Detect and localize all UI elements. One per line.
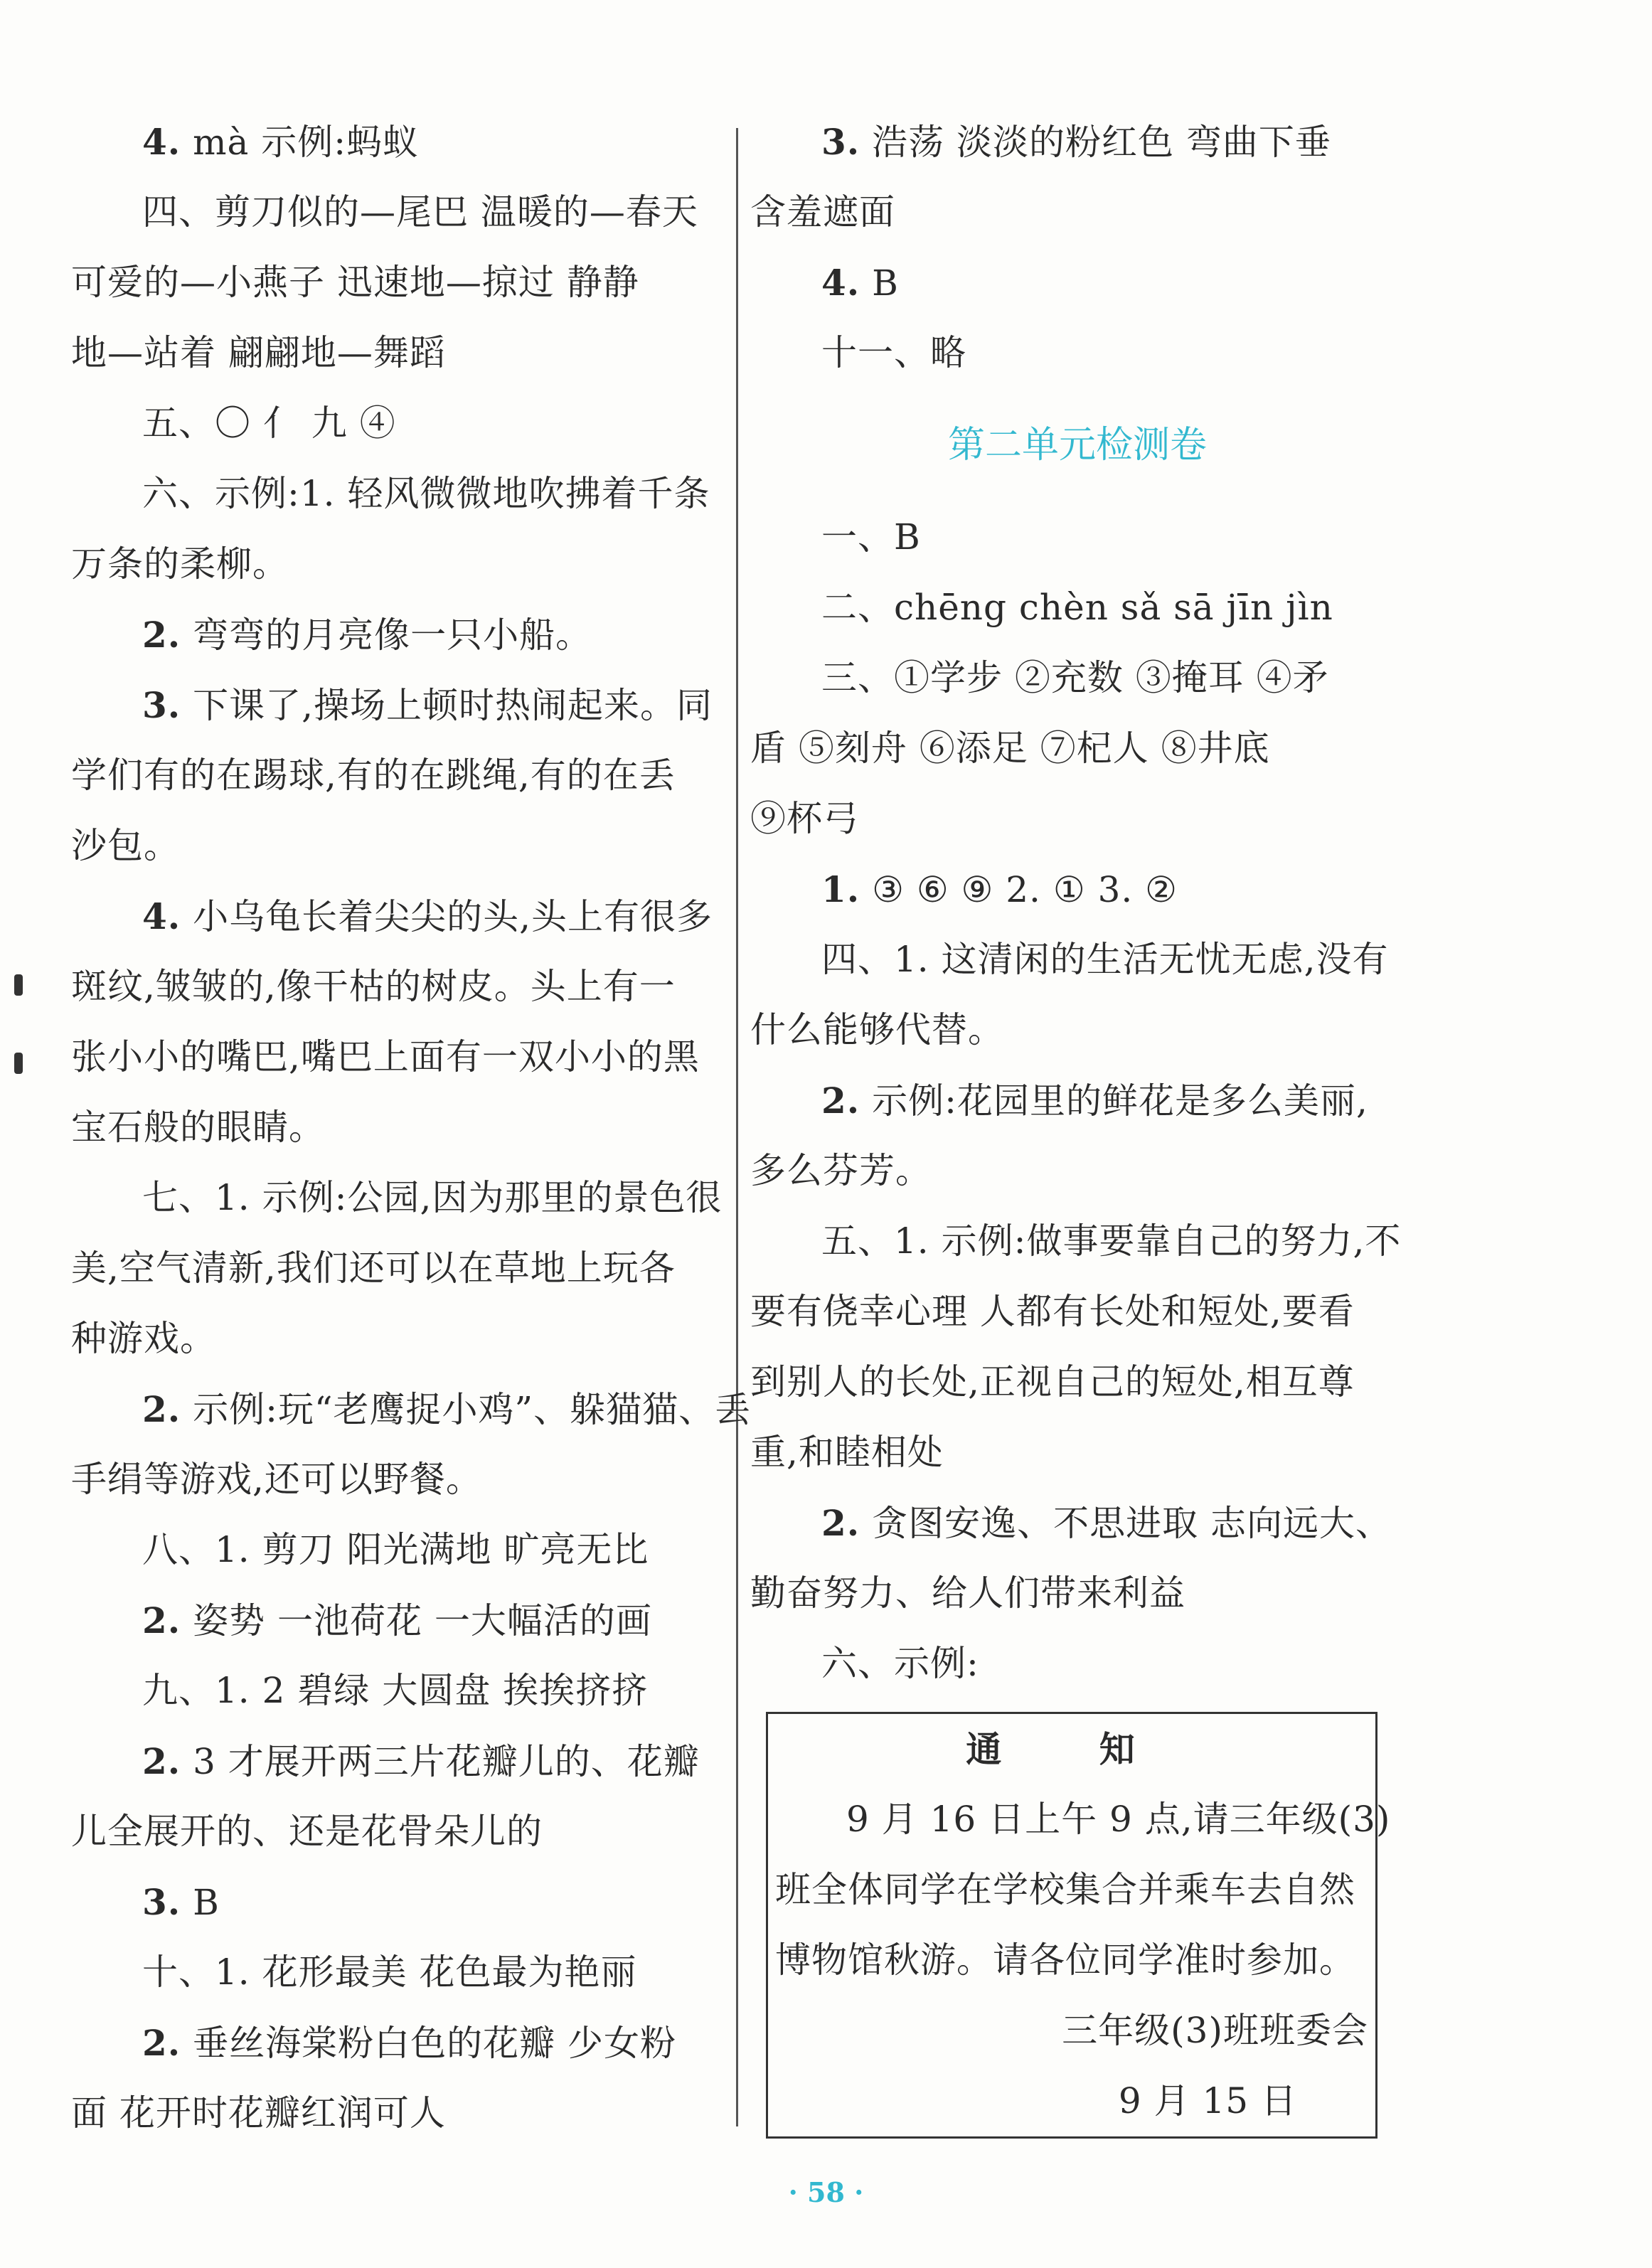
notice-box (766, 1712, 1391, 2139)
answer-text: 浩荡 淡淡的粉红色 弯曲下垂 (860, 122, 1331, 163)
answer-text: 儿全展开的、还是花骨朵儿的 (71, 1811, 543, 1852)
answer-line (750, 1206, 1405, 1277)
answer-text: 手绢等游戏,还可以野餐。 (71, 1459, 482, 1500)
answer-line (71, 318, 725, 388)
answer-text: 学们有的在踢球,有的在跳绳,有的在丢 (71, 755, 676, 796)
answer-text: 重,和睦相处 (750, 1432, 944, 1473)
answer-line (71, 1092, 725, 1163)
answer-text: 八、1. 剪刀 阳光满地 旷亮无比 (142, 1529, 649, 1570)
answer-text: 可爱的—小燕子 迅速地—掠过 静静 (71, 262, 639, 303)
answer-text: 种游戏。 (71, 1318, 216, 1359)
answer-line (71, 1374, 752, 1444)
answer-text: 勤奋努力、给人们带来利益 (750, 1572, 1185, 1614)
answer-text: 3 才展开两三片花瓣儿的、花瓣 (181, 1741, 700, 1782)
answer-text: 弯弯的月亮像一只小船。 (181, 614, 592, 656)
answer-text: 盾 ⑤刻舟 ⑥添足 ⑦杞人 ⑧井底 (750, 728, 1270, 769)
answer-text: 姿势 一池荷花 一大幅活的画 (181, 1600, 652, 1641)
answer-text: 多么芬芳。 (750, 1150, 932, 1191)
answer-line (71, 1726, 725, 1796)
item-number: 2. (142, 1599, 181, 1641)
item-number: 2. (142, 1388, 181, 1430)
answer-line (750, 995, 1405, 1065)
answer-line (71, 1656, 725, 1726)
item-number: 2. (821, 1080, 860, 1122)
answer-text: B (860, 262, 899, 304)
answer-line (71, 1515, 725, 1585)
scan-mark (14, 1053, 23, 1074)
answer-line (71, 1304, 725, 1374)
answer-text: 美,空气清新,我们还可以在草地上玩各 (71, 1247, 676, 1289)
answer-line (71, 670, 725, 740)
item-number: 1. (821, 868, 860, 910)
answer-line (750, 502, 1405, 573)
answer-line (750, 784, 1405, 854)
answer-text: 面 花开时花瓣红润可人 (71, 2092, 446, 2134)
notice-date: 9 月 15 日 (1118, 2080, 1297, 2121)
answer-line (750, 925, 1405, 995)
answer-line (71, 177, 725, 247)
item-number: 3. (142, 1881, 181, 1923)
answer-text: 万条的柔柳。 (71, 543, 289, 585)
answer-line (750, 1558, 1405, 1629)
answer-text: 四、1. 这清闲的生活无忧无虑,没有 (821, 939, 1389, 980)
left-column (71, 107, 752, 2149)
item-number: 2. (821, 1502, 860, 1544)
answer-text: 下课了,操场上顿时热闹起来。同 (181, 685, 713, 726)
answer-line (71, 2008, 725, 2078)
answer-line (750, 573, 1405, 643)
answer-line (71, 1937, 725, 2008)
notice-line: 班全体同学在学校集合并乘车去自然 (775, 1869, 1355, 1910)
answer-text: 地—站着 翩翩地—舞蹈 (71, 332, 446, 373)
answer-text: 七、1. 示例:公园,因为那里的景色很 (142, 1177, 723, 1218)
answer-text: 斑纹,皱皱的,像干枯的树皮。头上有一 (71, 966, 676, 1007)
answer-text: 到别人的长处,正视自己的短处,相互尊 (750, 1361, 1355, 1402)
notice-title: 通 知 (966, 1728, 1178, 1770)
answer-text: 示例:玩“老鹰捉小鸡”、躲猫猫、丢 (181, 1389, 752, 1430)
answer-text: 五、〇 亻 九 ④ (142, 403, 396, 444)
notice-signature: 三年级(3)班班委会 (1062, 2010, 1368, 2051)
answer-text: 一、B (821, 516, 921, 558)
answer-text: mà 示例:蚂蚁 (181, 122, 420, 163)
answer-line (750, 854, 1405, 925)
notice-line: 博物馆秋游。请各位同学准时参加。 (775, 1939, 1355, 1981)
answer-text: 二、chēng chèn sǎ sā jīn jìn (821, 587, 1333, 628)
answer-text: 要有侥幸心理 人都有长处和短处,要看 (750, 1291, 1355, 1332)
answer-text: B (181, 1882, 220, 1923)
answer-line (71, 1233, 725, 1304)
answer-text: ③ ⑥ ⑨ 2. ① 3. ② (860, 869, 1178, 910)
column-divider (736, 128, 738, 2126)
item-number: 3. (142, 684, 181, 726)
answer-line (71, 2078, 725, 2149)
answer-line (750, 107, 1405, 177)
answer-text: 什么能够代替。 (750, 1009, 1004, 1050)
answer-line (71, 1163, 725, 1233)
answer-line (750, 247, 1405, 318)
item-number: 4. (142, 895, 181, 937)
answer-line (71, 600, 725, 670)
answer-text: 小乌龟长着尖尖的头,头上有很多 (181, 896, 713, 937)
item-number: 2. (142, 2022, 181, 2064)
answer-line (71, 529, 725, 600)
answer-line (750, 713, 1405, 784)
answer-line (750, 1629, 1405, 1699)
answer-text: 六、示例:1. 轻风微微地吹拂着千条 (142, 473, 710, 514)
answer-text: 十、1. 花形最美 花色最为艳丽 (142, 1952, 637, 1993)
answer-line (71, 388, 725, 459)
item-number: 3. (821, 121, 860, 163)
answer-line (71, 740, 725, 811)
item-number: 2. (142, 1740, 181, 1782)
answer-text: 张小小的嘴巴,嘴巴上面有一双小小的黑 (71, 1036, 700, 1077)
item-number: 2. (142, 614, 181, 656)
answer-text: 含羞遮面 (750, 191, 895, 233)
answer-line (71, 811, 725, 881)
scan-mark (14, 974, 23, 996)
answer-line (71, 1444, 725, 1515)
item-number: 4. (142, 121, 181, 163)
answer-text: 示例:花园里的鲜花是多么美丽, (860, 1080, 1368, 1122)
answer-text: ⑨杯弓 (750, 798, 859, 839)
answer-line (71, 247, 725, 318)
answer-line (750, 177, 1405, 247)
answer-text: 九、1. 2 碧绿 大圆盘 挨挨挤挤 (142, 1670, 649, 1711)
answer-text: 六、示例: (821, 1643, 979, 1684)
answer-text: 宝石般的眼睛。 (71, 1107, 325, 1148)
answer-text: 五、1. 示例:做事要靠自己的努力,不 (821, 1220, 1402, 1262)
answer-line (750, 1488, 1405, 1558)
page-number: · 58 · (788, 2176, 864, 2208)
answer-line (750, 318, 1405, 388)
answer-text: 十一、略 (821, 332, 966, 373)
answer-line (71, 1585, 725, 1656)
answer-line (71, 881, 725, 952)
answer-text: 三、①学步 ②充数 ③掩耳 ④矛 (821, 657, 1329, 698)
answer-line (750, 1417, 1405, 1488)
answer-line (750, 1347, 1405, 1417)
answer-text: 垂丝海棠粉白色的花瓣 少女粉 (181, 2023, 676, 2064)
answer-line (71, 1022, 725, 1092)
answer-line (71, 1867, 725, 1937)
right-column (750, 107, 1405, 2139)
answer-line (750, 643, 1405, 713)
answer-line (750, 1136, 1405, 1206)
section-heading: 第二单元检测卷 (947, 424, 1207, 467)
answer-text: 沙包。 (71, 825, 180, 866)
answer-line (750, 1065, 1405, 1136)
answer-line (750, 1277, 1405, 1347)
item-number: 4. (821, 262, 860, 304)
answer-line (71, 107, 725, 177)
answer-line (71, 1796, 725, 1867)
answer-text: 贪图安逸、不思进取 志向远大、 (860, 1503, 1392, 1544)
answer-line (71, 459, 725, 529)
notice-line: 9 月 16 日上午 9 点,请三年级(3) (846, 1799, 1391, 1840)
answer-line (71, 952, 725, 1022)
answer-text: 四、剪刀似的—尾巴 温暖的—春天 (142, 191, 698, 233)
